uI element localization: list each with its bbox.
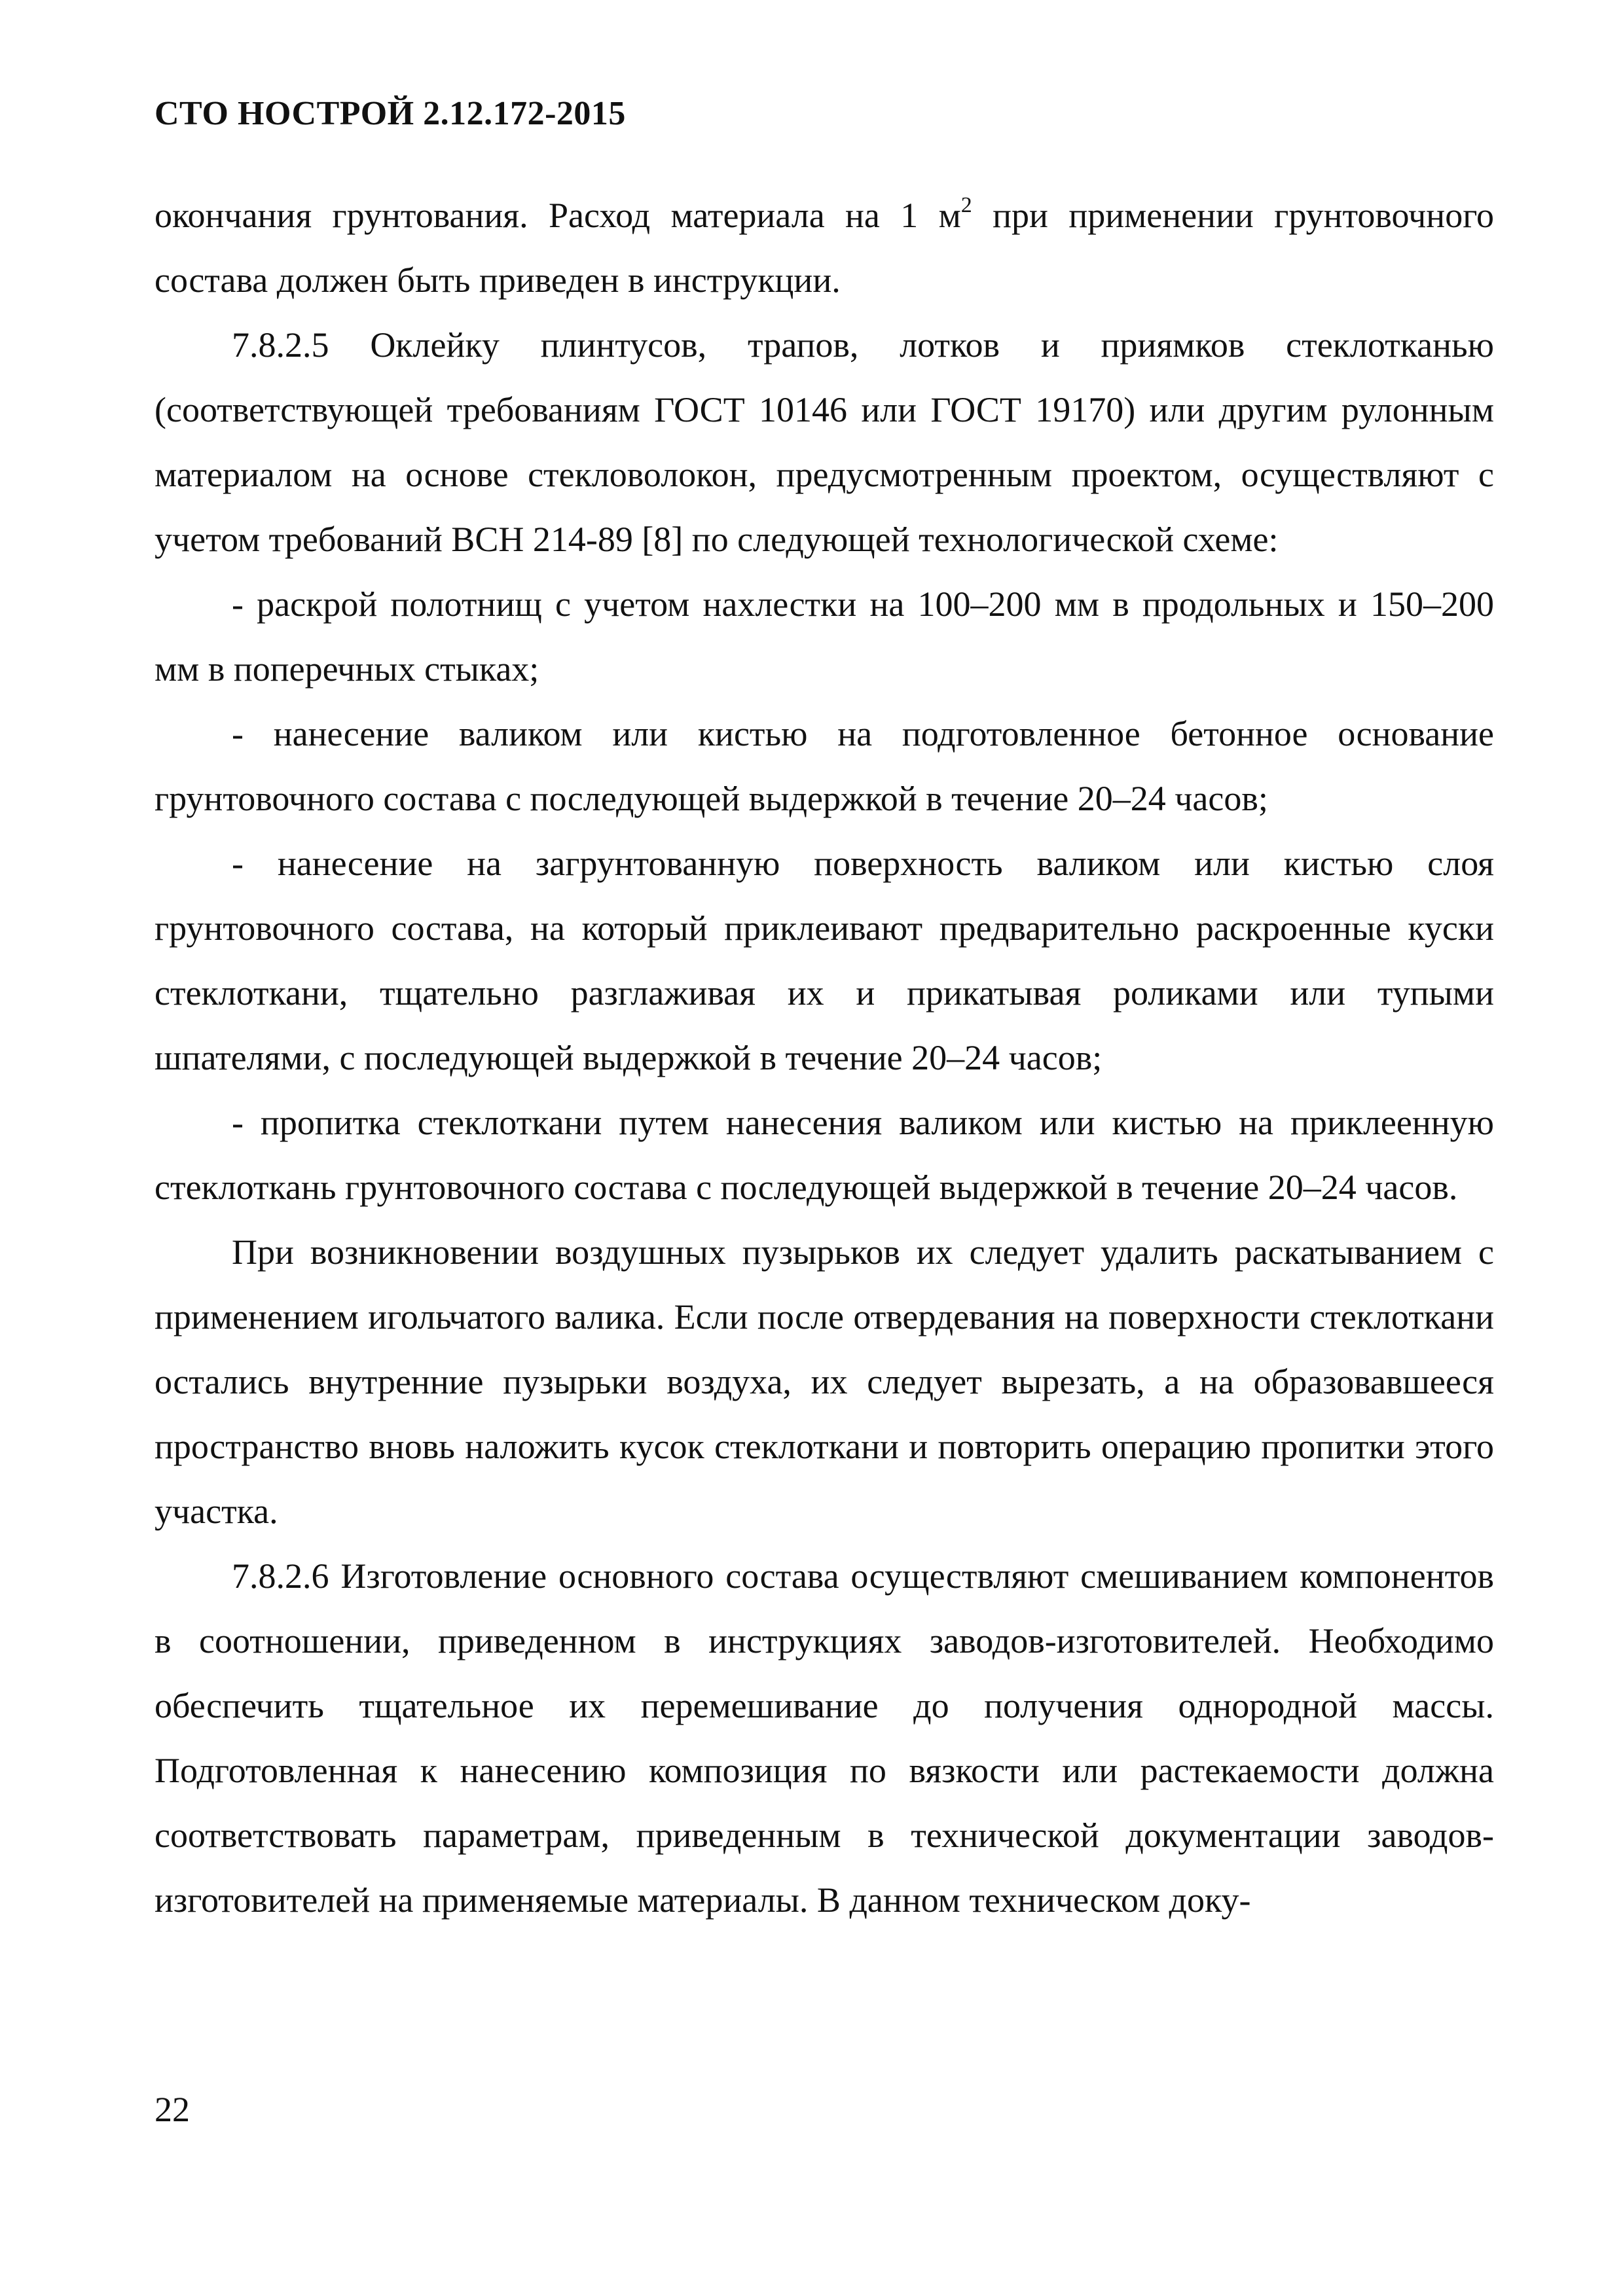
list-item-cutting: - раскрой полотнищ с учетом нахлестки на 100–200 мм в продольных и 150–200 мм в поперечных стыках; — [155, 584, 1494, 689]
list-item-impregnation: - пропитка стеклоткани путем нанесения валиком или кистью на приклеенную стеклоткань грунтовочного состава с последующей выдержкой в течение 20–24 часов. — [155, 1103, 1494, 1207]
paragraph-7-8-2-6: 7.8.2.6 Изготовление основного состава осуществляют смешиванием компонентов в соотношении, приведенном в инструкциях заводов-изготовителей. Необходимо обеспечить тщательное их перемешивание до получения однородной массы. Подготовленная к нанесению композиция по вязкости или растекаемости должна соответствовать параметрам, приведенным в технической документации заводов-изготовителей на применяемые материалы. В данном техническом доку- — [155, 1556, 1494, 1920]
list-item-priming: - нанесение валиком или кистью на подготовленное бетонное основание грунтовочного состава с последующей выдержкой в течение 20–24 часов; — [155, 714, 1494, 818]
paragraph-text: при применении грунтовочного состава должен быть приведен в инструкции. — [155, 196, 1494, 300]
paragraph-text: окончания грунтования. Расход материала на 1 м — [155, 196, 961, 235]
list-item-gluing: - нанесение на загрунтованную поверхность валиком или кистью слоя грунтовочного состава, на который приклеивают предварительно раскроенные куски стеклоткани, тщательно разглаживая их и прикатывая роликами или тупыми шпателями, с последующей выдержкой в течение 20–24 часов; — [155, 844, 1494, 1077]
superscript: 2 — [960, 193, 972, 217]
paragraph-air-bubbles: При возникновении воздушных пузырьков их следует удалить раскатыванием с применением игольчатого валика. Если после отвердевания на поверхности стеклоткани остались внутренние пузырьки воздуха, их следует вырезать, а на образовавшееся пространство вновь наложить кусок стеклоткани и повторить операцию пропитки этого участка. — [155, 1232, 1494, 1531]
document-header: СТО НОСТРОЙ 2.12.172-2015 — [155, 95, 626, 132]
page-number: 22 — [155, 2090, 190, 2129]
paragraph-7-8-2-5: 7.8.2.5 Оклейку плинтусов, трапов, лотков и приямков стеклотканью (соответствующей требованиям ГОСТ 10146 или ГОСТ 19170) или другим рулонным материалом на основе стекловолокон, предусмотренным проектом, осуществляют с учетом требований ВСН 214-89 [8] по следующей технологической схеме: — [155, 325, 1494, 559]
document-body — [155, 183, 1494, 1933]
paragraph-continuation — [155, 183, 1494, 313]
